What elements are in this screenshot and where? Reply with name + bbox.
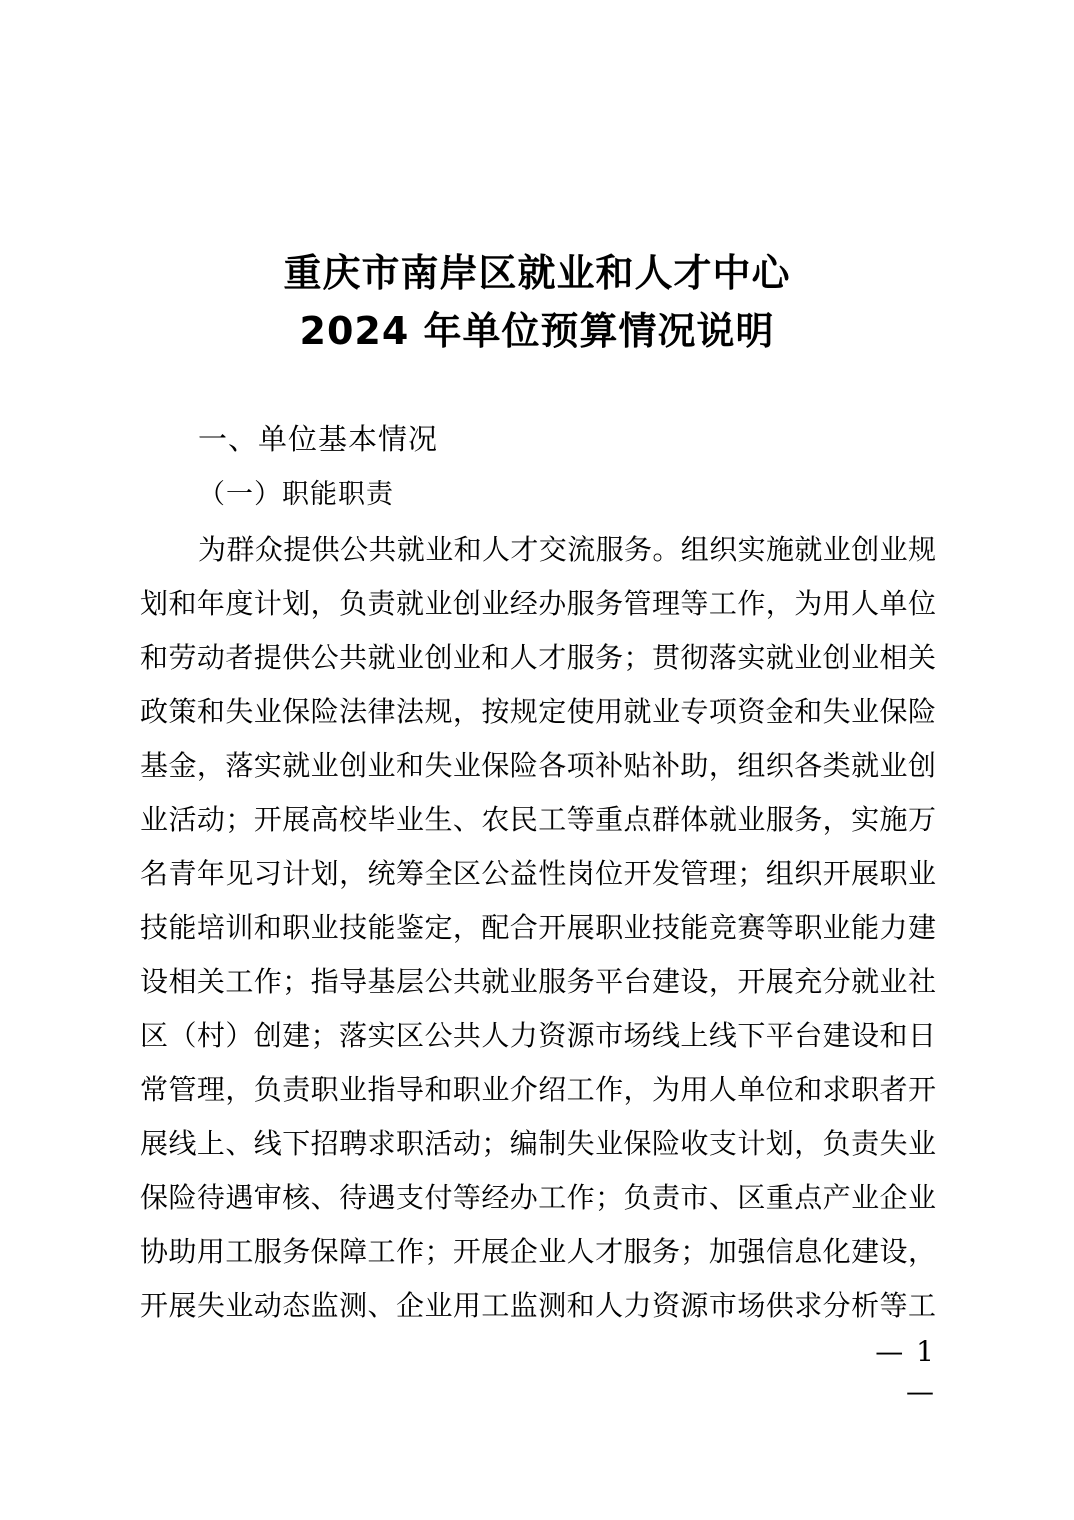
body-text-line: 开展失业动态监测、企业用工监测和人力资源市场供求分析等工	[140, 1289, 936, 1322]
body-text-line: 技能培训和职业技能鉴定，配合开展职业技能竞赛等职业能力建	[140, 911, 936, 944]
body-text-line: 展线上、线下招聘求职活动；编制失业保险收支计划，负责失业	[140, 1127, 936, 1160]
page-number: — 1 —	[875, 1335, 936, 1408]
body-text-line: 保险待遇审核、待遇支付等经办工作；负责市、区重点产业企业	[140, 1181, 936, 1214]
body-text-line: 和劳动者提供公共就业创业和人才服务；贯彻落实就业创业相关	[140, 641, 936, 674]
section-heading: 一、单位基本情况	[198, 422, 439, 456]
document-title-line-2: 2024 年单位预算情况说明	[299, 309, 775, 353]
document-title-line-1: 重庆市南岸区就业和人才中心	[283, 251, 791, 295]
body-text-line: 政策和失业保险法律法规，按规定使用就业专项资金和失业保险	[140, 695, 936, 728]
body-text-line: 常管理，负责职业指导和职业介绍工作，为用人单位和求职者开	[140, 1073, 936, 1106]
body-text-line: 为群众提供公共就业和人才交流服务。组织实施就业创业规	[198, 533, 936, 566]
body-text-line: 协助用工服务保障工作；开展企业人才服务；加强信息化建设，	[140, 1235, 936, 1268]
subsection-heading: （一）职能职责	[198, 479, 394, 510]
body-text-line: 设相关工作；指导基层公共就业服务平台建设，开展充分就业社	[140, 965, 936, 998]
body-text-line: 业活动；开展高校毕业生、农民工等重点群体就业服务，实施万	[140, 803, 936, 836]
body-text-line: 基金，落实就业创业和失业保险各项补贴补助，组织各类就业创	[140, 749, 936, 782]
body-text-line: 区（村）创建；落实区公共人力资源市场线上线下平台建设和日	[140, 1019, 936, 1052]
body-text-line: 名青年见习计划，统筹全区公益性岗位开发管理；组织开展职业	[140, 857, 936, 890]
body-text-line: 划和年度计划，负责就业创业经办服务管理等工作，为用人单位	[140, 587, 936, 620]
